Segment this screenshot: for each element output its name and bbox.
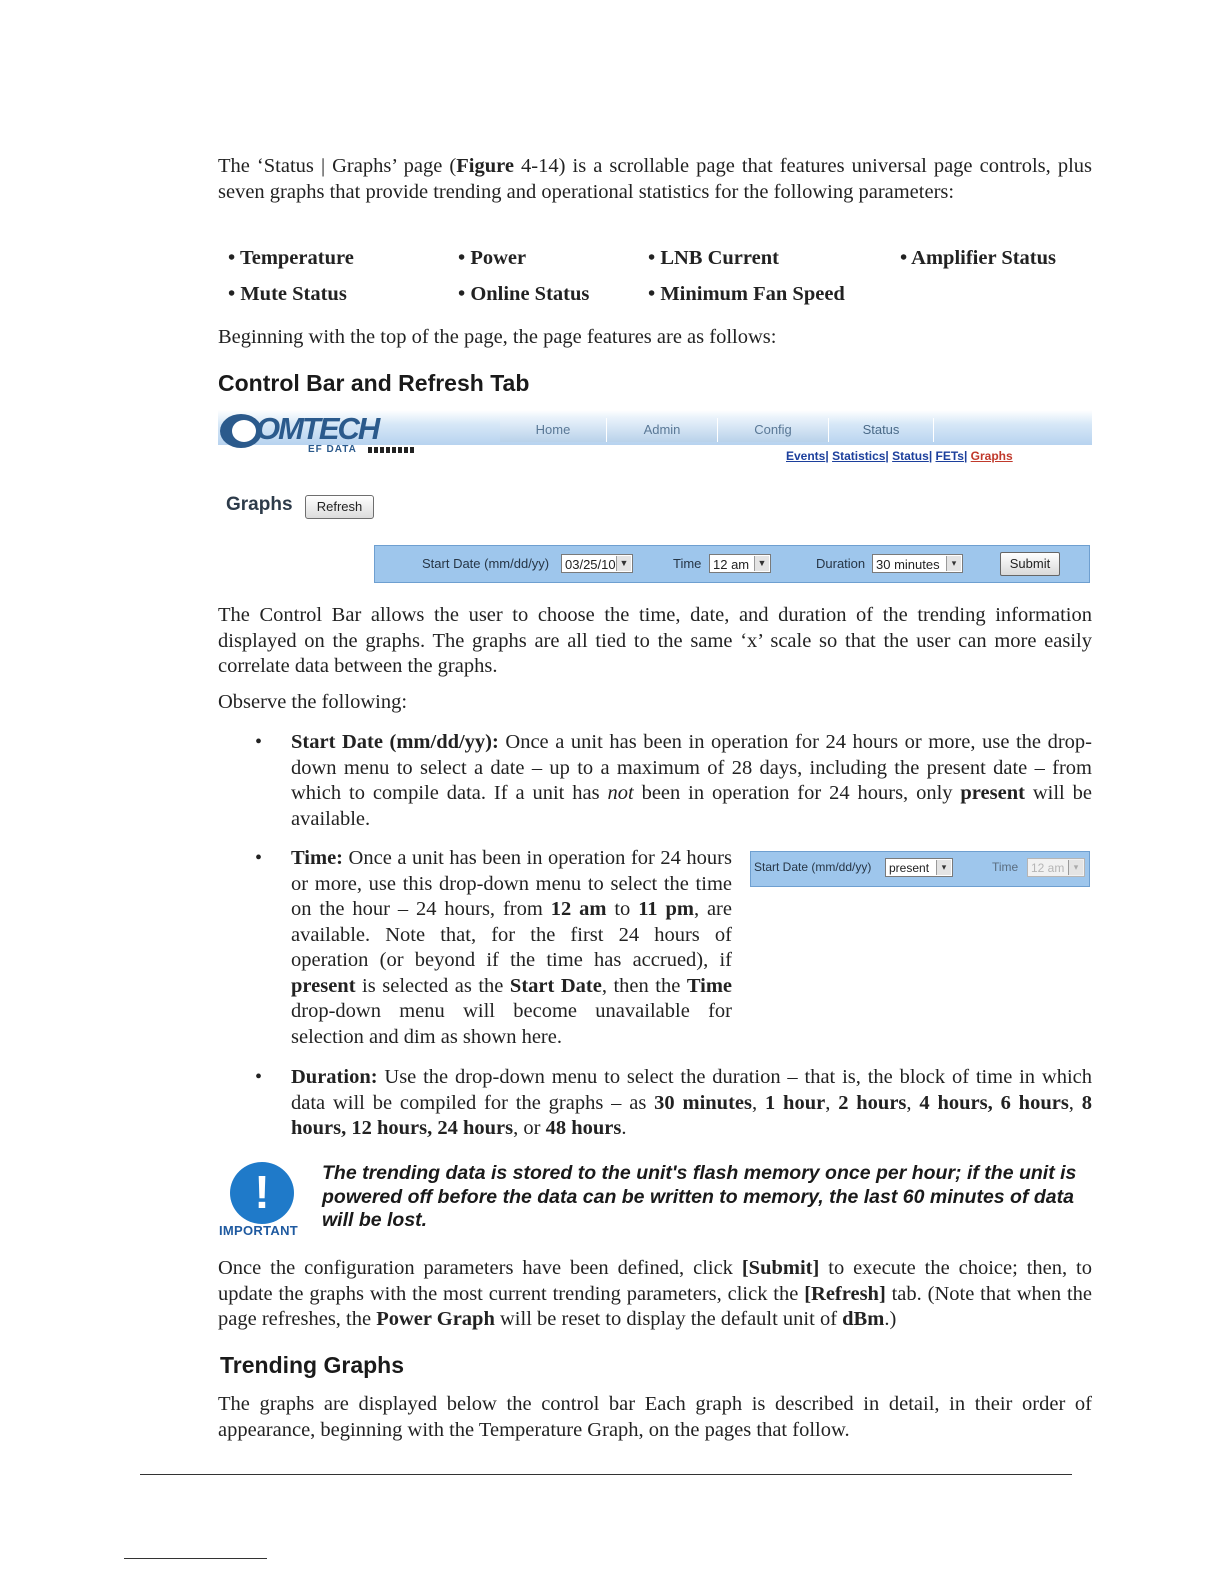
duration-label: Duration bbox=[816, 556, 866, 571]
footnote-rule bbox=[124, 1558, 267, 1559]
bullet-icon: • bbox=[255, 847, 263, 869]
exclamation-icon: ! bbox=[254, 1166, 270, 1218]
bullet-duration: Duration: Use the drop-down menu to select the duration – that is, the block of time in which data will be compiled for the graphs – as 30 minutes, 1 hour, 2 hours, 4 hours, 6 hours, 8 hours, 12 hours, 24 hours, or 48 hours. bbox=[291, 1066, 1093, 1139]
parameter-item: • Minimum Fan Speed bbox=[648, 283, 845, 305]
submit-paragraph: Once the configuration parameters have been defined, click [Submit] to execute the choice; then, to update the graphs with the most current trending parameters, click the [Refresh] tab. (Note that when the page refreshes, the Power Graph will be reset to display the default unit of dBm.) bbox=[218, 1257, 1092, 1330]
sublink-statistics[interactable]: Statistics bbox=[832, 449, 886, 463]
section-heading-control-bar: Control Bar and Refresh Tab bbox=[218, 370, 530, 396]
bullet-icon: • bbox=[255, 731, 263, 753]
start-date-select[interactable] bbox=[885, 858, 953, 877]
bullet-time: Time: Once a unit has been in operation for 24 hours or more, use this drop-down menu to select the time on the hour – 24 hours, from 12 am to 11 pm, are available. Note that, for the first 24 hours of operation (or beyond if the time has accrued), if present is selected as the Start Date, then the Time drop-down menu will become unavailable for selection and dim as shown here. bbox=[291, 847, 733, 1048]
start-date-value: present bbox=[889, 861, 930, 875]
time-value: 12 am bbox=[713, 557, 750, 572]
parameter-item: • LNB Current bbox=[648, 247, 779, 269]
bullet-icon: • bbox=[255, 1066, 263, 1088]
footer-rule bbox=[140, 1474, 1072, 1475]
logo-bars-icon bbox=[368, 447, 414, 453]
beginning-paragraph: Beginning with the top of the page, the page features are as follows: bbox=[218, 326, 777, 348]
time-select-disabled bbox=[1027, 858, 1085, 877]
sublink-events[interactable]: Events bbox=[786, 449, 826, 463]
nav-tab-admin[interactable]: Admin bbox=[607, 418, 718, 442]
parameter-item: • Mute Status bbox=[228, 283, 347, 305]
trending-paragraph: The graphs are displayed below the control bar Each graph is described in detail, in their order of appearance, beginning with the Temperature Graph, on the pages that follow. bbox=[218, 1393, 1092, 1441]
parameter-item: • Online Status bbox=[458, 283, 590, 305]
time-select[interactable] bbox=[709, 554, 771, 573]
bullet-start-date: Start Date (mm/dd/yy): Once a unit has been in operation for 24 hours or more, use the drop-down menu to select a date – up to a maximum of 28 days, including the present date – from which to compile data. If a unit has not been in operation for 24 hours, only present will be available. bbox=[291, 731, 1092, 830]
graphs-page-title: Graphs bbox=[226, 494, 293, 515]
parameter-item: • Amplifier Status bbox=[900, 247, 1057, 269]
nav-tab-home[interactable]: Home bbox=[500, 418, 607, 442]
chevron-down-icon: ▼ bbox=[616, 556, 631, 571]
nav-tab-config[interactable]: Config bbox=[718, 418, 829, 442]
status-sublinks: Events| Statistics| Status| FETs| Graphs bbox=[786, 449, 1013, 463]
nav-tab-status[interactable]: Status bbox=[829, 418, 934, 442]
observe-paragraph: Observe the following: bbox=[218, 691, 408, 713]
control-bar-description: The Control Bar allows the user to choose the time, date, and duration of the trending information displayed on the graphs. The graphs are all tied to the same ‘x’ scale so that the user can more easily correlate data between the graphs. bbox=[218, 604, 1092, 677]
intro-paragraph: The ‘Status | Graphs’ page (Figure 4-14) is a scrollable page that features universal page controls, plus seven graphs that provide trending and operational statistics for the following parameters: bbox=[218, 155, 1092, 203]
comtech-logo-subtext: EF DATA bbox=[308, 444, 357, 455]
parameter-item: • Power bbox=[458, 247, 527, 269]
start-date-select[interactable] bbox=[561, 554, 633, 573]
time-label: Time bbox=[673, 556, 702, 571]
submit-button[interactable]: Submit bbox=[1000, 552, 1060, 576]
duration-value: 30 minutes bbox=[876, 557, 940, 572]
refresh-button[interactable]: Refresh bbox=[305, 495, 374, 519]
duration-select[interactable] bbox=[872, 554, 963, 573]
start-date-label: Start Date (mm/dd/yy) bbox=[754, 860, 872, 874]
chevron-down-icon: ▼ bbox=[754, 556, 769, 571]
parameter-item: • Temperature bbox=[228, 247, 354, 269]
important-note: The trending data is stored to the unit's flash memory once per hour; if the unit is powered off before the data can be written to memory, the last 60 minutes of data will be lost. bbox=[322, 1162, 1077, 1231]
start-date-value: 03/25/10 bbox=[565, 557, 616, 572]
time-value: 12 am bbox=[1031, 861, 1065, 875]
comtech-logo-globe-icon bbox=[232, 420, 256, 442]
chevron-down-icon: ▾ bbox=[946, 556, 961, 571]
time-label: Time bbox=[992, 860, 1019, 874]
sublink-fets[interactable]: FETs bbox=[935, 449, 964, 463]
comtech-logo-text: OMTECH bbox=[256, 411, 379, 446]
sublink-status[interactable]: Status bbox=[892, 449, 929, 463]
chevron-down-icon: ▾ bbox=[936, 860, 951, 875]
section-heading-trending: Trending Graphs bbox=[220, 1352, 405, 1378]
start-date-label: Start Date (mm/dd/yy) bbox=[422, 556, 550, 571]
sublink-graphs[interactable]: Graphs bbox=[970, 449, 1013, 463]
important-label: IMPORTANT bbox=[219, 1223, 299, 1238]
chevron-down-icon: ▾ bbox=[1068, 860, 1083, 875]
